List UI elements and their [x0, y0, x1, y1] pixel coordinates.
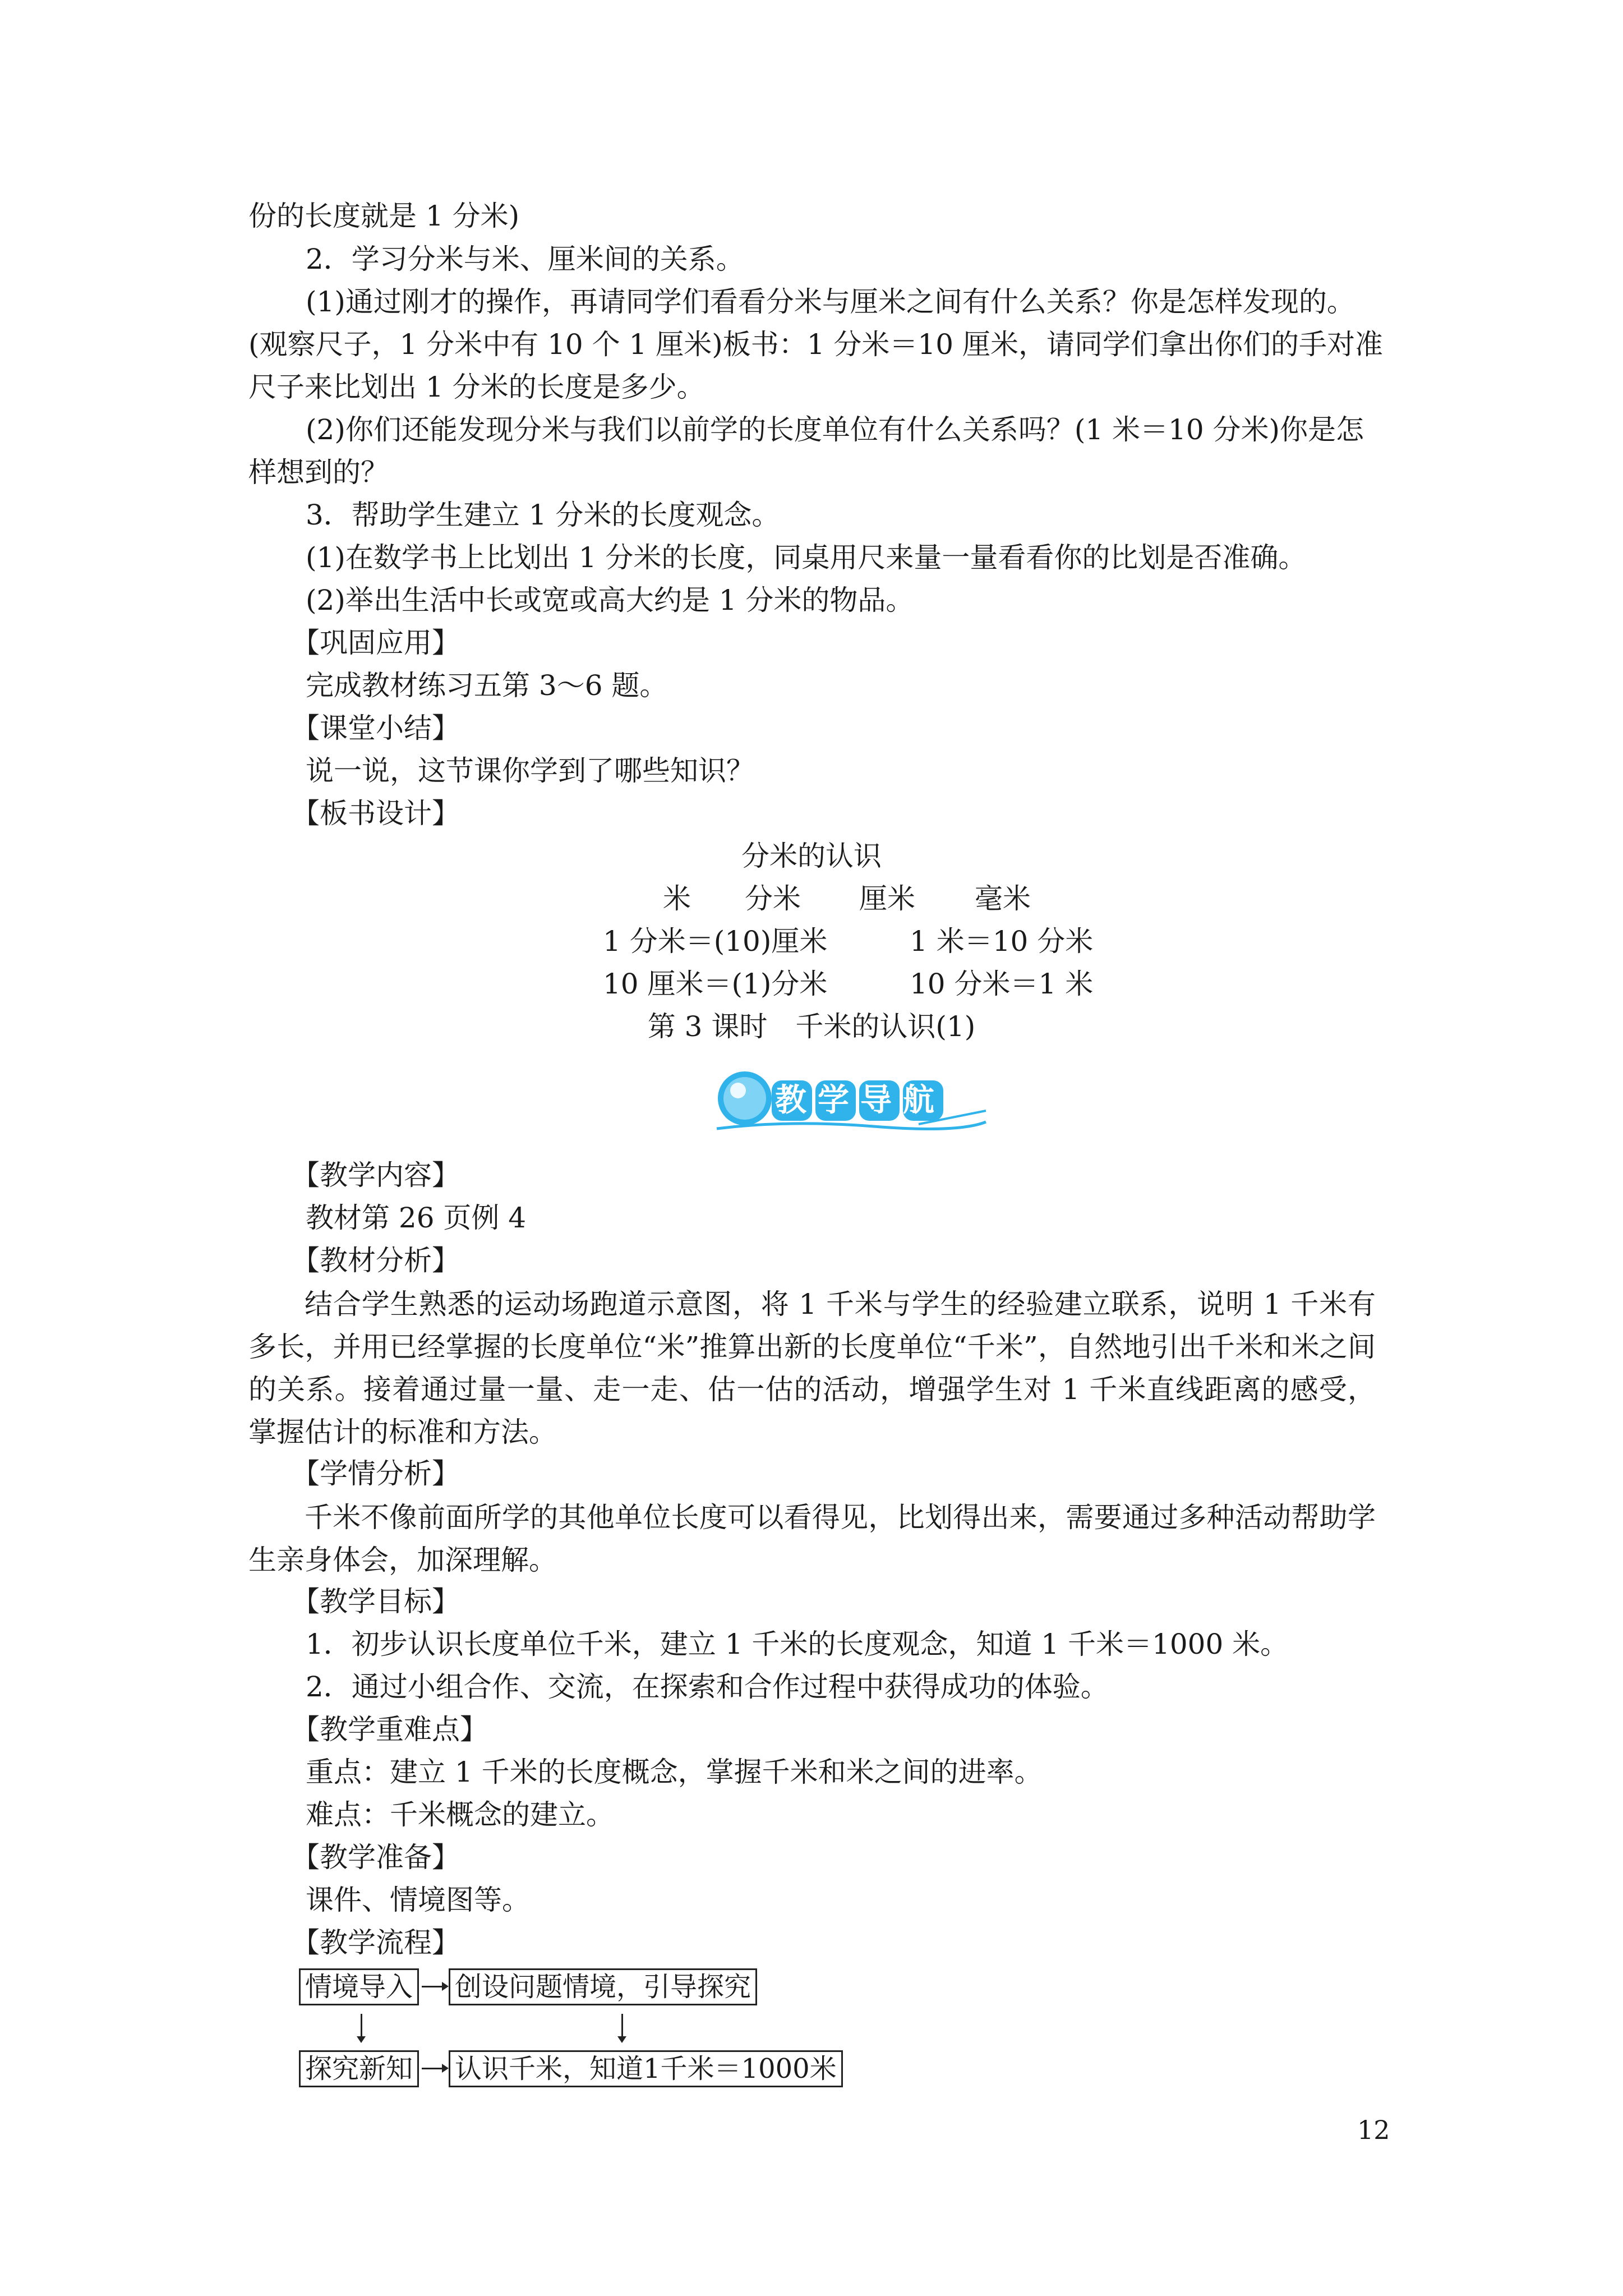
flow-box-situation: 创设问题情境，引导探究: [449, 1968, 757, 2005]
board-unit: 厘米: [859, 882, 915, 915]
flow-arrow-down: [361, 2014, 362, 2037]
section-heading: 【教材分析】: [292, 1244, 460, 1277]
text-line: 样想到的？: [248, 456, 389, 489]
text-line: 完成教材练习五第 3～6 题。: [306, 669, 668, 702]
flow-arrow-right: [422, 2068, 444, 2069]
analysis-paragraph: 结合学生熟悉的运动场跑道示意图，将 1 千米与学生的经验建立联系，说明 1 千米有多长，并用已经掌握的长度单位“米”推算出新的长度单位“千米”，自然地引出千米和米之间的关系。接着通过量一量、走一走、估一估的活动，增强学生对 1 千米直线距离的感受，掌握估计的标准和方法。: [248, 1288, 1376, 1448]
section-heading: 【教学内容】: [292, 1159, 460, 1191]
section-heading: 【学情分析】: [292, 1457, 460, 1490]
teaching-guide-banner: [706, 1066, 997, 1139]
flow-box-intro: 情境导入: [299, 1968, 419, 2005]
text-line: 1．初步认识长度单位千米，建立 1 千米的长度观念，知道 1 千米＝1000 米。: [306, 1628, 1289, 1660]
section-heading: 【教学目标】: [292, 1585, 460, 1618]
student-paragraph: 千米不像前面所学的其他单位长度可以看得见，比划得出来，需要通过多种活动帮助学生亲身体会，加深理解。: [248, 1501, 1376, 1576]
section-heading: 【课堂小结】: [292, 712, 460, 744]
text-line: 难点：千米概念的建立。: [306, 1798, 614, 1831]
board-unit: 分米: [745, 882, 801, 915]
section-heading: 【教学重难点】: [292, 1713, 488, 1746]
lesson-title: 第 3 课时 千米的认识(1): [647, 1010, 976, 1043]
board-equation: 10 厘米＝(1)分米: [603, 968, 828, 1000]
text-line: (1)在数学书上比划出 1 分米的长度，同桌用尺来量一量看看你的比划是否准确。: [306, 541, 1307, 574]
flow-arrow-right: [422, 1986, 444, 1987]
text-line: 尺子来比划出 1 分米的长度是多少。: [248, 371, 705, 403]
text-line: (观察尺子，1 分米中有 10 个 1 厘米)板书：1 分米＝10 厘米，请同学们拿出你们的手对准: [248, 328, 1383, 361]
section-heading: 【教学流程】: [292, 1926, 460, 1959]
board-unit: 米: [663, 882, 691, 915]
text-line: (2)你们还能发现分米与我们以前学的长度单位有什么关系吗？(1 米＝10 分米)你是怎: [306, 413, 1364, 446]
text-line: 2．通过小组合作、交流，在探索和合作过程中获得成功的体验。: [306, 1671, 1109, 1703]
text-line: 说一说，这节课你学到了哪些知识？: [306, 754, 754, 787]
section-heading: 【教学准备】: [292, 1841, 460, 1874]
text-line: 重点：建立 1 千米的长度概念，掌握千米和米之间的进率。: [306, 1756, 1043, 1788]
text-line: (2)举出生活中长或宽或高大约是 1 分米的物品。: [306, 584, 914, 616]
board-equation: 1 分米＝(10)厘米: [603, 925, 828, 958]
page-number: 12: [1357, 2115, 1390, 2145]
board-title: 分米的认识: [741, 840, 882, 872]
flow-box-kilometer: 认识千米，知道1千米＝1000米: [449, 2050, 843, 2087]
board-unit: 毫米: [975, 882, 1031, 915]
text-line: 3．帮助学生建立 1 分米的长度观念。: [306, 499, 780, 531]
text-line: 教材第 26 页例 4: [306, 1202, 527, 1234]
section-heading: 【板书设计】: [292, 797, 460, 830]
text-line: 份的长度就是 1 分米): [248, 200, 520, 232]
text-line: 2．学习分米与米、厘米间的关系。: [306, 243, 744, 275]
board-equation: 10 分米＝1 米: [910, 968, 1094, 1000]
section-heading: 【巩固应用】: [292, 627, 460, 659]
banner-text: 教学导航: [775, 1082, 946, 1119]
flow-arrow-down: [621, 2014, 623, 2037]
board-equation: 1 米＝10 分米: [910, 925, 1094, 958]
text-line: 课件、情境图等。: [306, 1884, 530, 1916]
flow-box-explore: 探究新知: [299, 2050, 419, 2087]
text-line: (1)通过刚才的操作，再请同学们看看分米与厘米之间有什么关系？你是怎样发现的。: [306, 286, 1355, 318]
